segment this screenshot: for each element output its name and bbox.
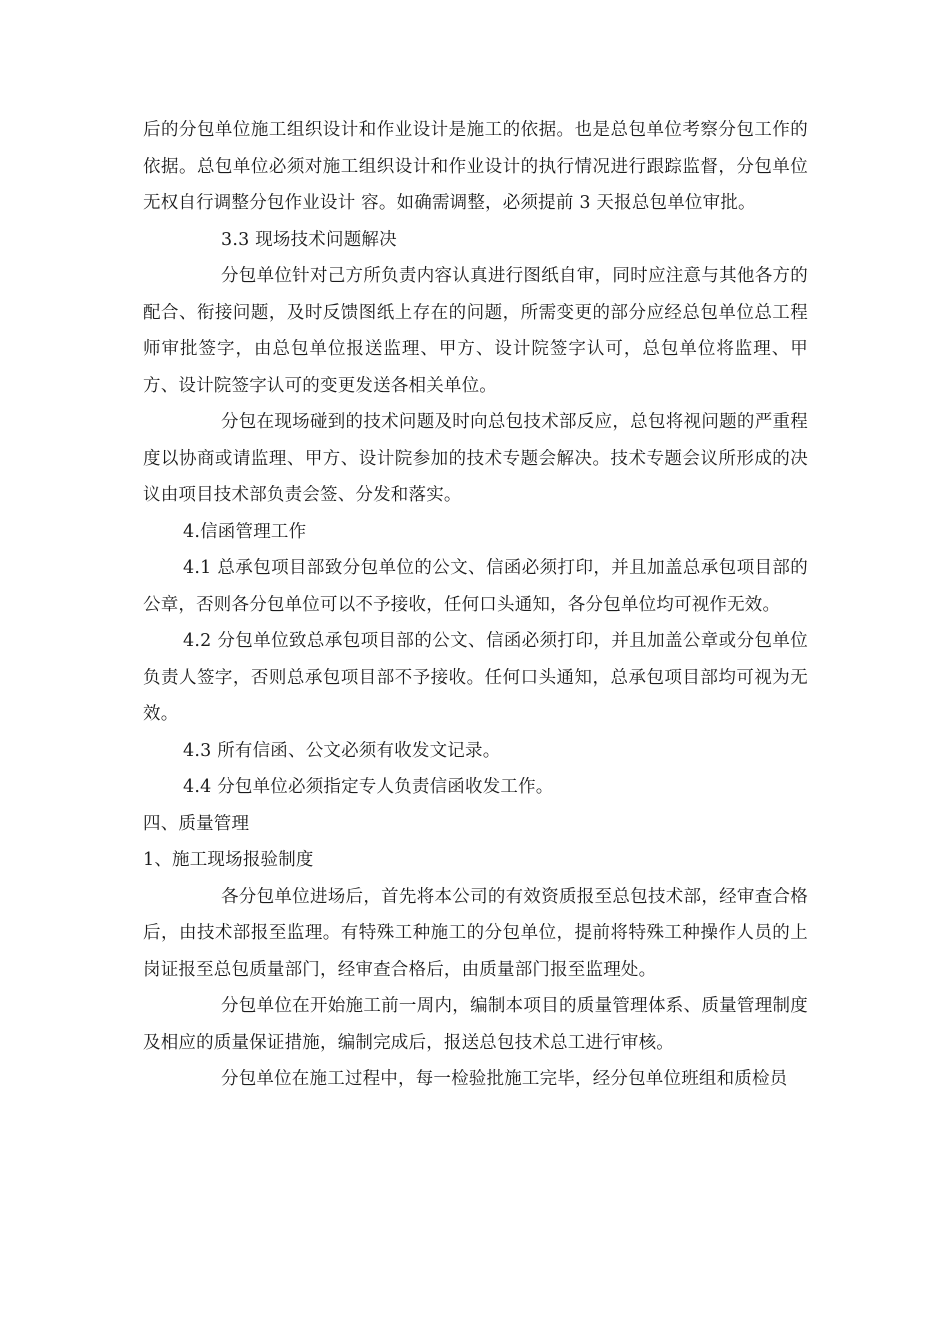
paragraph-4-4: 4.4 分包单位必须指定专人负责信函收发工作。	[183, 777, 554, 797]
paragraph-4-3: 4.3 所有信函、公文必须有收发文记录。	[183, 740, 501, 761]
paragraph-4-1: 4.1 总承包项目部致分包单位的公文、信函必须打印，并且加盖总承包项目部的公章，否则各分包单位可以不予接收，任何口头通知，各分包单位均可视作无效。	[143, 558, 808, 615]
paragraph-technical-issues: 分包在现场碰到的技术问题及时向总包技术部反应，总包将视问题的严重程度以协商或请监理、甲方、设计院参加的技术专题会解决。技术专题会议所形成的决议由项目技术部负责会签、分发和落实。	[143, 412, 808, 505]
document-page	[143, 112, 808, 1098]
paragraph-continuation: 后的分包单位施工组织设计和作业设计是施工的依据。也是总包单位考察分包工作的依据。总包单位必须对施工组织设计和作业设计的执行情况进行跟踪监督，分包单位无权自行调整分包作业设计 容。如确需调整，必须提前 3 天报总包单位审批。	[143, 120, 808, 213]
paragraph-4-2: 4.2 分包单位致总承包项目部的公文、信函必须打印，并且加盖公章或分包单位负责人签字，否则总承包项目部不予接收。任何口头通知，总承包项目部均可视为无效。	[143, 631, 808, 724]
chapter-heading-quality: 四、质量管理	[143, 813, 250, 834]
paragraph-inspection-batch: 分包单位在施工过程中，每一检验批施工完毕，经分包单位班组和质检员	[221, 1069, 788, 1089]
paragraph-quality-system: 分包单位在开始施工前一周内，编制本项目的质量管理体系、质量管理制度及相应的质量保证措施，编制完成后，报送总包技术总工进行审核。	[143, 996, 808, 1053]
section-heading-3-3: 3.3 现场技术问题解决	[221, 229, 397, 250]
paragraph-drawing-review: 分包单位针对己方所负责内容认真进行图纸自审，同时应注意与其他各方的配合、衔接问题，及时反馈图纸上存在的问题，所需变更的部分应经总包单位总工程师审批签字，由总包单位报送监理、甲方、设计院签字认可，总包单位将监理、甲方、设计院签字认可的变更发送各相关单位。	[143, 266, 808, 396]
paragraph-qualification: 各分包单位进场后，首先将本公司的有效资质报至总包技术部，经审查合格后，由技术部报至监理。有特殊工种施工的分包单位，提前将特殊工种操作人员的上岗证报至总包质量部门，经审查合格后，由质量部门报至监理处。	[143, 886, 808, 980]
section-heading-4: 4.信函管理工作	[183, 521, 307, 542]
section-heading-inspection: 1、施工现场报验制度	[143, 850, 314, 870]
